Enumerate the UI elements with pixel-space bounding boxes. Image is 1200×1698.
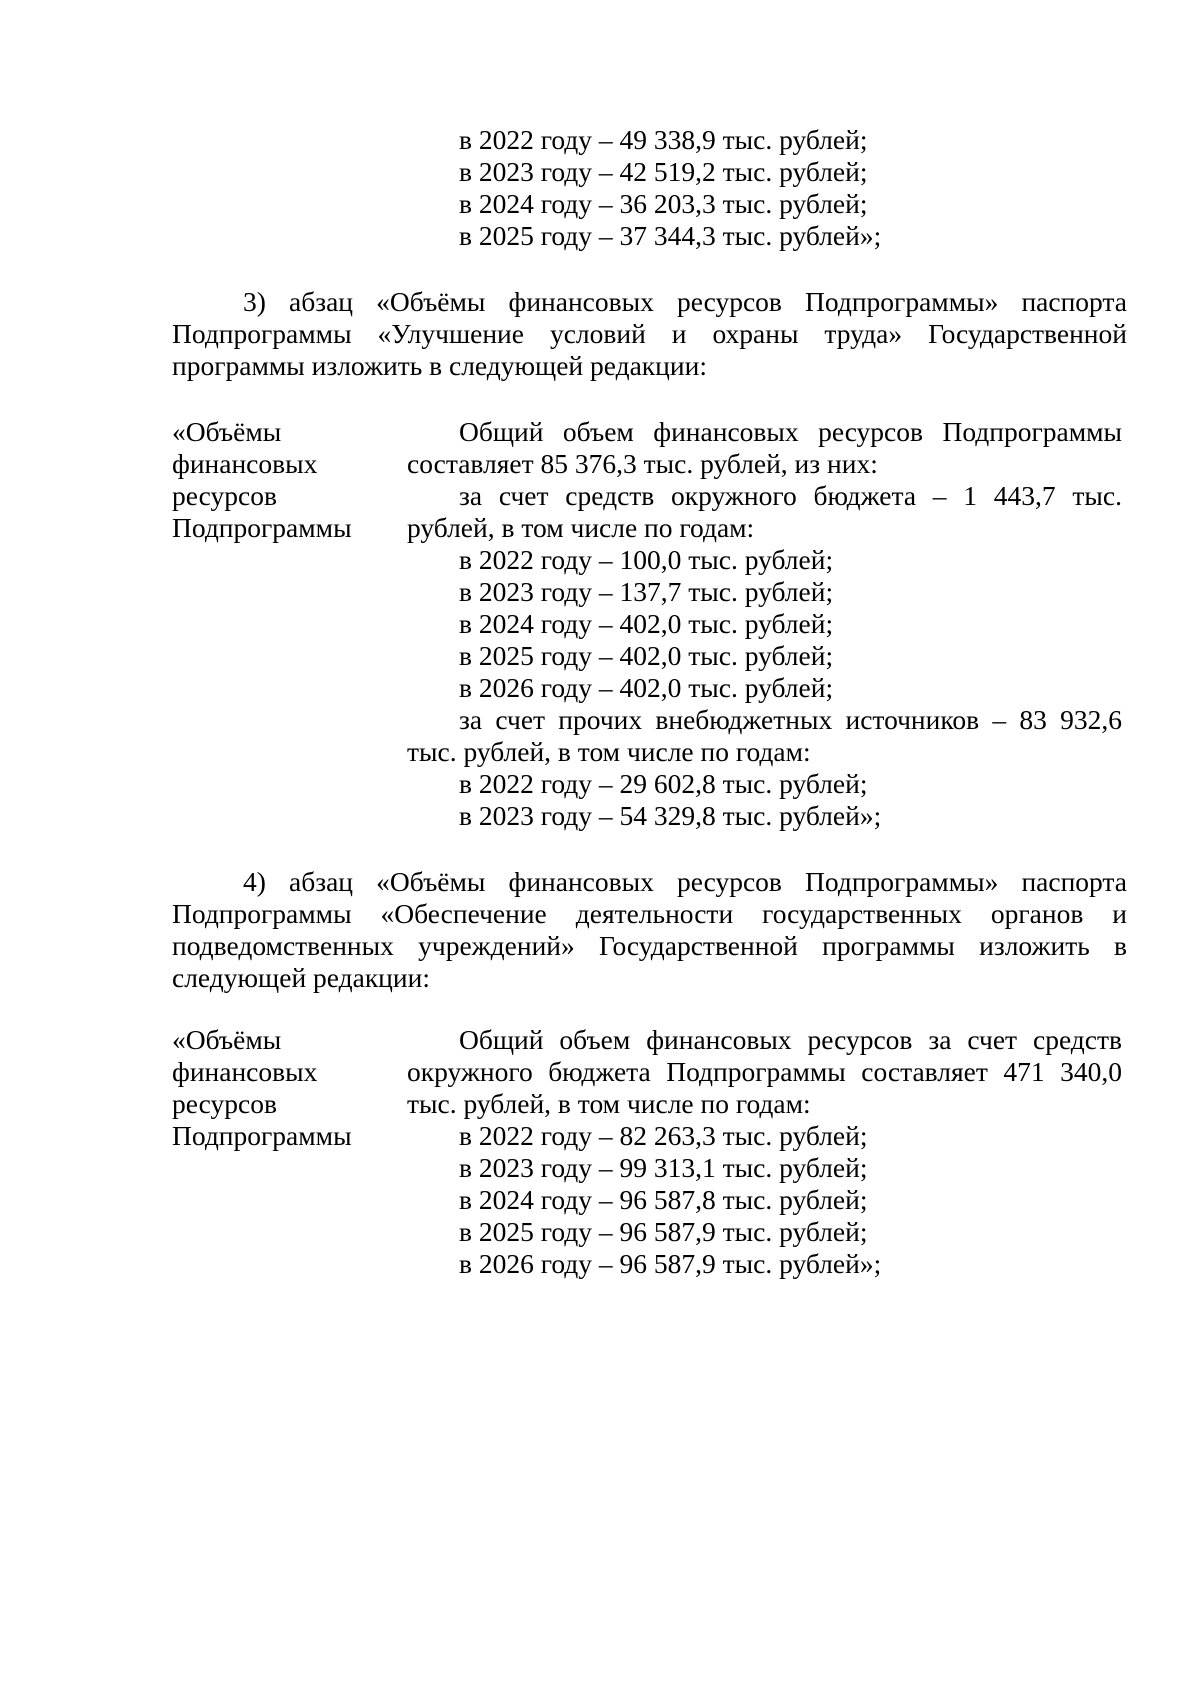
list-item: в 2025 году – 402,0 тыс. рублей;: [459, 640, 834, 671]
list-item: в 2023 году – 54 329,8 тыс. рублей»;: [459, 800, 882, 831]
list-item: в 2024 году – 96 587,8 тыс. рублей;: [459, 1184, 868, 1215]
text-line: рублей, в том числе по годам:: [407, 512, 755, 543]
label-line: ресурсов: [172, 480, 277, 511]
text-line: окружного бюджета Подпрограммы составляет 471 340,0: [407, 1056, 1122, 1087]
list-item: в 2026 году – 402,0 тыс. рублей;: [459, 672, 834, 703]
list-item: в 2023 году – 42 519,2 тыс. рублей;: [459, 156, 868, 187]
label-line: финансовых: [172, 1056, 318, 1087]
list-item: в 2022 году – 49 338,9 тыс. рублей;: [459, 124, 868, 155]
text-line: за счет прочих внебюджетных источников – 83 932,6: [459, 704, 1122, 735]
list-item: в 2022 году – 29 602,8 тыс. рублей;: [459, 768, 868, 799]
paragraph-line: программы изложить в следующей редакции:: [172, 350, 707, 381]
label-line: «Объёмы: [172, 416, 282, 447]
paragraph-line: подведомственных учреждений» Государственной программы изложить в: [172, 930, 1127, 961]
label-line: Подпрограммы: [172, 1120, 352, 1151]
label-line: Подпрограммы: [172, 512, 352, 543]
paragraph-line: Подпрограммы «Улучшение условий и охраны труда» Государственной: [172, 318, 1127, 349]
list-item: в 2024 году – 402,0 тыс. рублей;: [459, 608, 834, 639]
list-item: в 2025 году – 37 344,3 тыс. рублей»;: [459, 220, 882, 251]
text-line: Общий объем финансовых ресурсов Подпрограммы: [459, 416, 1122, 447]
paragraph-line: 3) абзац «Объёмы финансовых ресурсов Подпрограммы» паспорта: [243, 286, 1127, 317]
list-item: в 2024 году – 36 203,3 тыс. рублей;: [459, 188, 868, 219]
paragraph-line: следующей редакции:: [172, 962, 430, 993]
list-item: в 2023 году – 137,7 тыс. рублей;: [459, 576, 834, 607]
list-item: в 2022 году – 100,0 тыс. рублей;: [459, 544, 834, 575]
paragraph-line: Подпрограммы «Обеспечение деятельности государственных органов и: [172, 898, 1127, 929]
paragraph-line: 4) абзац «Объёмы финансовых ресурсов Подпрограммы» паспорта: [243, 866, 1127, 897]
text-line: за счет средств окружного бюджета – 1 443,7 тыс.: [459, 480, 1122, 511]
text-line: тыс. рублей, в том числе по годам:: [407, 736, 811, 767]
text-line: составляет 85 376,3 тыс. рублей, из них:: [407, 448, 878, 479]
label-line: ресурсов: [172, 1088, 277, 1119]
text-line: тыс. рублей, в том числе по годам:: [407, 1088, 811, 1119]
list-item: в 2022 году – 82 263,3 тыс. рублей;: [459, 1120, 868, 1151]
label-line: финансовых: [172, 448, 318, 479]
list-item: в 2026 году – 96 587,9 тыс. рублей»;: [459, 1248, 882, 1279]
label-line: «Объёмы: [172, 1024, 282, 1055]
list-item: в 2023 году – 99 313,1 тыс. рублей;: [459, 1152, 868, 1183]
list-item: в 2025 году – 96 587,9 тыс. рублей;: [459, 1216, 868, 1247]
text-line: Общий объем финансовых ресурсов за счет средств: [459, 1024, 1122, 1055]
